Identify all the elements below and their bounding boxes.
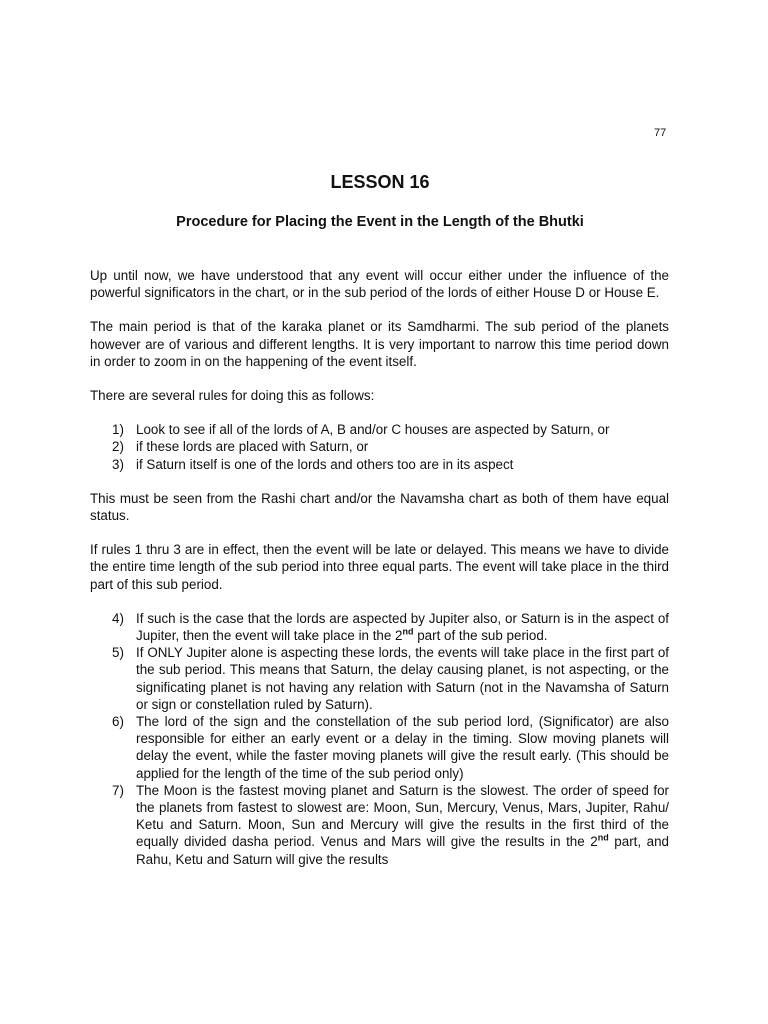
list-item-text: The Moon is the fastest moving planet and Saturn is the slowest. The order of speed for the planets from fastest to slowest are: Moon, Sun, Mercury, Venus, Mars, Jupiter, Rahu/ Ketu and Saturn. Moon, Sun and Mercury will give the results in the first third of the equally divided dasha period. Venus and Mars will give the results in the 2nd part, and Rahu, Ketu and Saturn will give the results [136,782,670,867]
list-number: 2) [112,439,124,455]
list-item-text: The lord of the sign and the constellation of the sub period lord, (Significator) are also responsible for either an early event or a delay in the timing. Slow moving planets will delay the event, while the faster moving planets will give the result early. (This should be applied for the length of the time of the sub period only) [136,714,669,781]
paragraph-main-period: The main period is that of the karaka planet or its Samdharmi. The sub period of the planets however are of various and different lengths. It is very important to narrow this time period down in order to zoom in on the happening of the event itself. [90,319,669,369]
list-number: 1) [112,422,124,438]
paragraph-rashi-chart: This must be seen from the Rashi chart and/or the Navamsha chart as both of them have equal status. [90,490,669,524]
rules-list-4-7 [90,610,669,868]
lesson-title: LESSON 16 [330,172,430,192]
list-number: 3) [112,456,124,472]
list-number: 5) [112,645,124,661]
list-number: 4) [112,610,124,626]
paragraph-intro: Up until now, we have understood that any event will occur either under the influence of the powerful significators in the chart, or in the sub period of the lords of either House D or House E. [90,268,669,301]
list-item-text: If ONLY Jupiter alone is aspecting these lords, the events will take place in the first part of the sub period. This means that Saturn, the delay causing planet, is not aspecting, or the significating planet is not having any relation with Saturn (not in the Navamsha of Saturn or sign or constellation ruled by Saturn). [136,645,669,712]
list-item [90,421,669,438]
list-item [90,438,669,455]
rules-list-1-3 [90,421,669,473]
document-body [90,267,669,885]
lesson-subtitle: Procedure for Placing the Event in the Length of the Bhutki [176,214,584,230]
list-number: 6) [112,714,124,730]
paragraph-rules-intro: There are several rules for doing this as follows: [90,388,375,404]
page-number: 77 [654,127,667,139]
list-item [90,610,669,644]
list-item-text: Look to see if all of the lords of A, B and/or C houses are aspected by Saturn, or [136,422,610,438]
paragraph-delay: If rules 1 thru 3 are in effect, then the event will be late or delayed. This means we have to divide the entire time length of the sub period into three equal parts. The event will take place in the third part of this sub period. [90,542,669,592]
list-item-text: if these lords are placed with Saturn, or [136,439,369,455]
list-item [90,644,669,713]
list-number: 7) [112,782,124,798]
list-item [90,456,669,473]
list-item-text: If such is the case that the lords are aspected by Jupiter also, or Saturn is in the aspect of Jupiter, then the event will take place in the 2nd part of the sub period. [136,610,669,644]
list-item-text: if Saturn itself is one of the lords and others too are in its aspect [136,456,514,472]
list-item [90,782,669,868]
list-item [90,713,669,782]
